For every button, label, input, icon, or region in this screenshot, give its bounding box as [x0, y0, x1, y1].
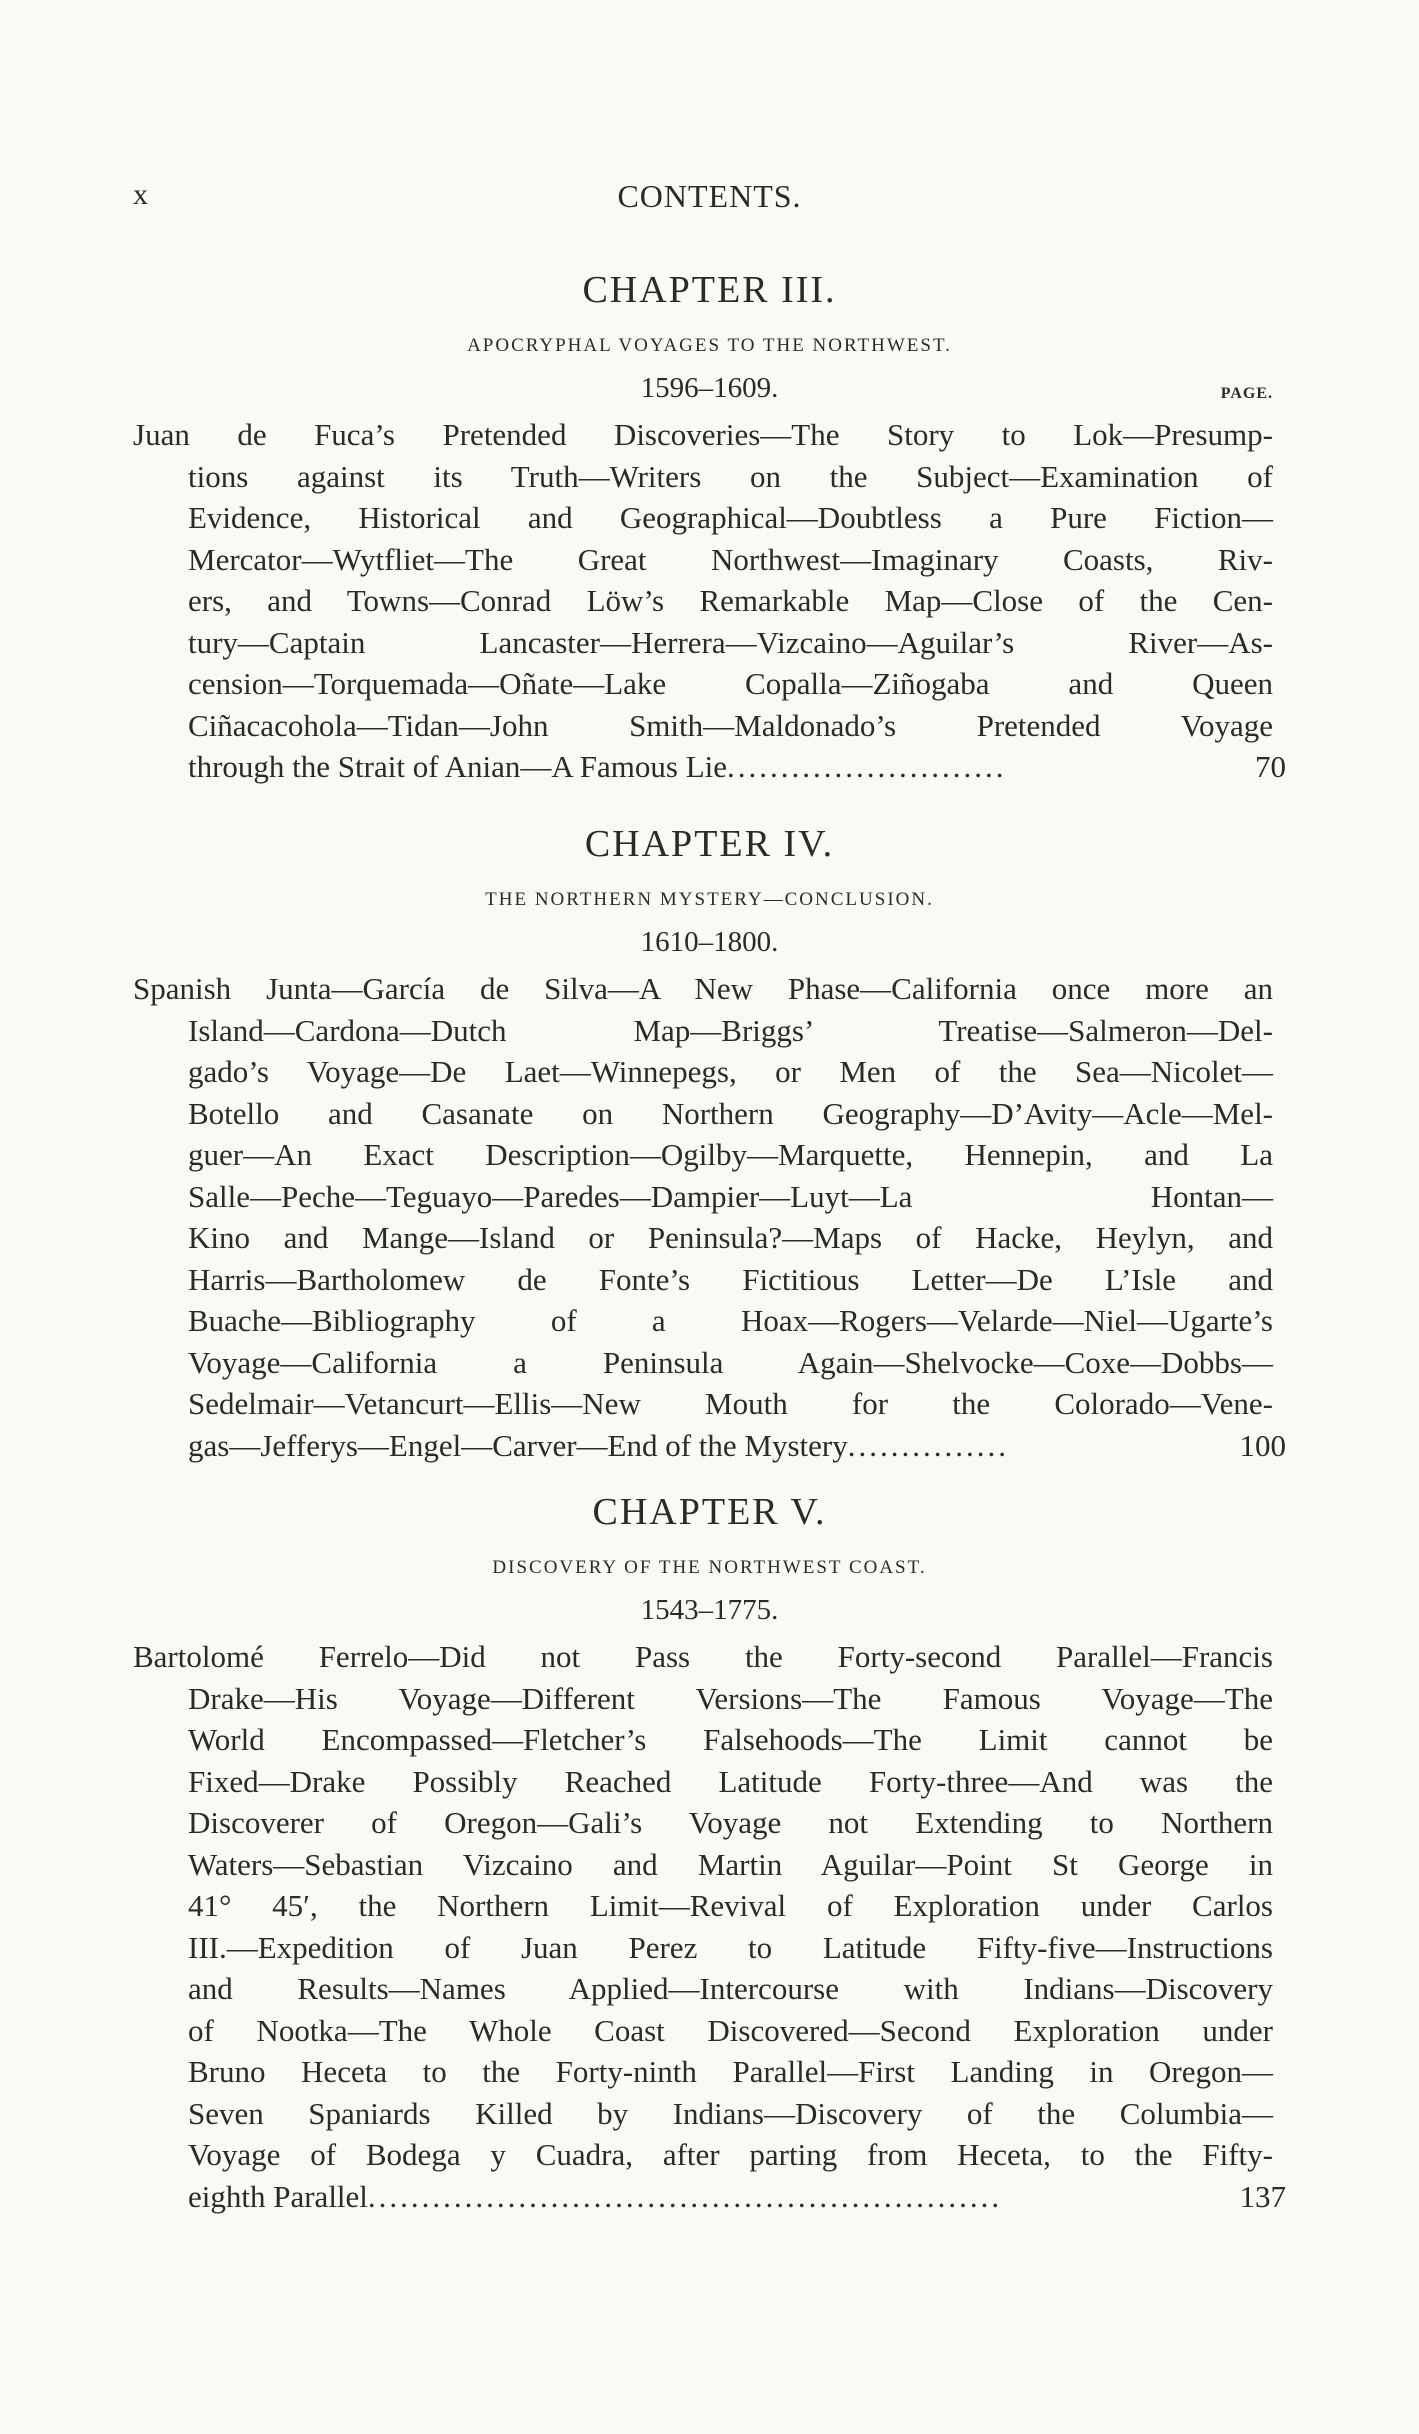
- summary-line: Evidence, Historical and Geographical—Doubtless a Pure Fiction—: [188, 500, 1273, 535]
- summary-line: Sedelmair—Vetancurt—Ellis—New Mouth for the Colorado—Vene-: [188, 1386, 1273, 1421]
- dot-leader: ...........................................................: [367, 2178, 1003, 2214]
- chapter-dates: [0, 370, 1419, 406]
- summary-line: eighth Parallel: [188, 2178, 368, 2214]
- chapter-dates-text: 1610–1800.: [640, 926, 779, 958]
- chapter-summary: [133, 968, 1286, 1466]
- summary-line: through the Strait of Anian—A Famous Lie: [188, 749, 728, 784]
- summary-line: Bartolomé Ferrelo—Did not Pass the Forty-second Parallel—Francis: [133, 1639, 1273, 1674]
- summary-line: Ciñacacohola—Tidan—John Smith—Maldonado’s Pretended Voyage: [188, 707, 1273, 743]
- summary-line: Island—Cardona—Dutch Map—Briggs’ Treatise—Salmeron—Del-: [188, 1012, 1273, 1048]
- summary-line: Bruno Heceta to the Forty-ninth Parallel—First Landing in Oregon—: [188, 2054, 1273, 2089]
- summary-line: Waters—Sebastian Vizcaino and Martin Aguilar—Point St George in: [188, 1846, 1273, 1882]
- page-reference: 70: [1255, 749, 1286, 784]
- summary-line: III.—Expedition of Juan Perez to Latitude Fifty-five—Instructions: [188, 1929, 1273, 1965]
- summary-line: Seven Spaniards Killed by Indians—Discovery of the Columbia—: [188, 2095, 1273, 2131]
- page-number: x: [133, 178, 148, 211]
- running-head: [0, 178, 1419, 218]
- summary-line: ers, and Towns—Conrad Löw’s Remarkable Map—Close of the Cen-: [188, 583, 1273, 618]
- summary-line: gado’s Voyage—De Laet—Winnepegs, or Men of the Sea—Nicolet—: [188, 1054, 1273, 1089]
- summary-line: Juan de Fuca’s Pretended Discoveries—The Story to Lok—Presump-: [133, 417, 1273, 452]
- summary-line: Harris—Bartholomew de Fonte’s Fictitious Letter—De L’Isle and: [188, 1261, 1273, 1297]
- chapter-3: [0, 268, 1419, 788]
- summary-line: of Nootka—The Whole Coast Discovered—Second Exploration under: [188, 2012, 1273, 2048]
- running-title: CONTENTS.: [617, 178, 802, 214]
- page-column-label: PAGE.: [1220, 385, 1273, 402]
- summary-last-line: [133, 1425, 1286, 1467]
- chapter-5: [0, 1490, 1419, 2217]
- summary-line: Voyage of Bodega y Cuadra, after parting from Heceta, to the Fifty-: [188, 2137, 1273, 2172]
- summary-line: 41° 45′, the Northern Limit—Revival of Exploration under Carlos: [188, 1888, 1273, 1923]
- summary-line: Botello and Casanate on Northern Geography—D’Avity—Acle—Mel-: [188, 1095, 1273, 1131]
- summary-line: World Encompassed—Fletcher’s Falsehoods—The Limit cannot be: [188, 1722, 1273, 1757]
- summary-line: Fixed—Drake Possibly Reached Latitude Forty-three—And was the: [188, 1763, 1273, 1799]
- chapter-subtitle: DISCOVERY OF THE NORTHWEST COAST.: [492, 1557, 927, 1578]
- chapter-subtitle: APOCRYPHAL VOYAGES TO THE NORTHWEST.: [467, 335, 952, 356]
- dot-leader: ..........................: [727, 749, 1007, 784]
- summary-line: Kino and Mange—Island or Peninsula?—Maps of Hacke, Heylyn, and: [188, 1220, 1273, 1255]
- chapter-title: CHAPTER IV.: [584, 823, 835, 865]
- summary-line: cension—Torquemada—Oñate—Lake Copalla—Ziñogaba and Queen: [188, 666, 1273, 701]
- summary-line: Voyage—California a Peninsula Again—Shelvocke—Coxe—Dobbs—: [188, 1344, 1273, 1380]
- summary-line: Salle—Peche—Teguayo—Paredes—Dampier—Luyt—La Hontan—: [188, 1178, 1273, 1214]
- summary-line: Drake—His Voyage—Different Versions—The Famous Voyage—The: [188, 1680, 1273, 1716]
- summary-line: Buache—Bibliography of a Hoax—Rogers—Velarde—Niel—Ugarte’s: [188, 1303, 1273, 1338]
- summary-line: Mercator—Wytfliet—The Great Northwest—Imaginary Coasts, Riv-: [188, 541, 1273, 577]
- page-reference: 100: [1239, 1427, 1286, 1463]
- summary-line: and Results—Names Applied—Intercourse with Indians—Discovery: [188, 1971, 1273, 2006]
- chapter-summary: [133, 414, 1286, 788]
- summary-line: tions against its Truth—Writers on the Subject—Examination of: [188, 458, 1273, 494]
- dot-leader: ...............: [847, 1427, 1009, 1463]
- chapter-summary: [133, 1636, 1286, 2217]
- chapter-dates-text: 1543–1775.: [640, 1594, 779, 1626]
- summary-line: Discoverer of Oregon—Gali’s Voyage not Extending to Northern: [188, 1805, 1273, 1840]
- chapter-dates: [0, 924, 1419, 960]
- summary-line: Spanish Junta—García de Silva—A New Phase—California once more an: [133, 971, 1273, 1006]
- chapter-dates-text: 1596–1609.: [640, 372, 779, 404]
- chapter-title: CHAPTER V.: [592, 1491, 827, 1533]
- chapter-4: [0, 822, 1419, 1466]
- summary-line: gas—Jefferys—Engel—Carver—End of the Mystery: [188, 1427, 848, 1463]
- summary-last-line: [133, 746, 1286, 788]
- summary-line: tury—Captain Lancaster—Herrera—Vizcaino—Aguilar’s River—As-: [188, 624, 1273, 660]
- page-reference: 137: [1239, 2178, 1286, 2214]
- summary-line: guer—An Exact Description—Ogilby—Marquette, Hennepin, and La: [188, 1137, 1273, 1172]
- chapter-dates: [0, 1592, 1419, 1628]
- chapter-subtitle: THE NORTHERN MYSTERY—CONCLUSION.: [485, 889, 934, 910]
- chapter-title: CHAPTER III.: [582, 269, 837, 311]
- summary-last-line: [133, 2176, 1286, 2218]
